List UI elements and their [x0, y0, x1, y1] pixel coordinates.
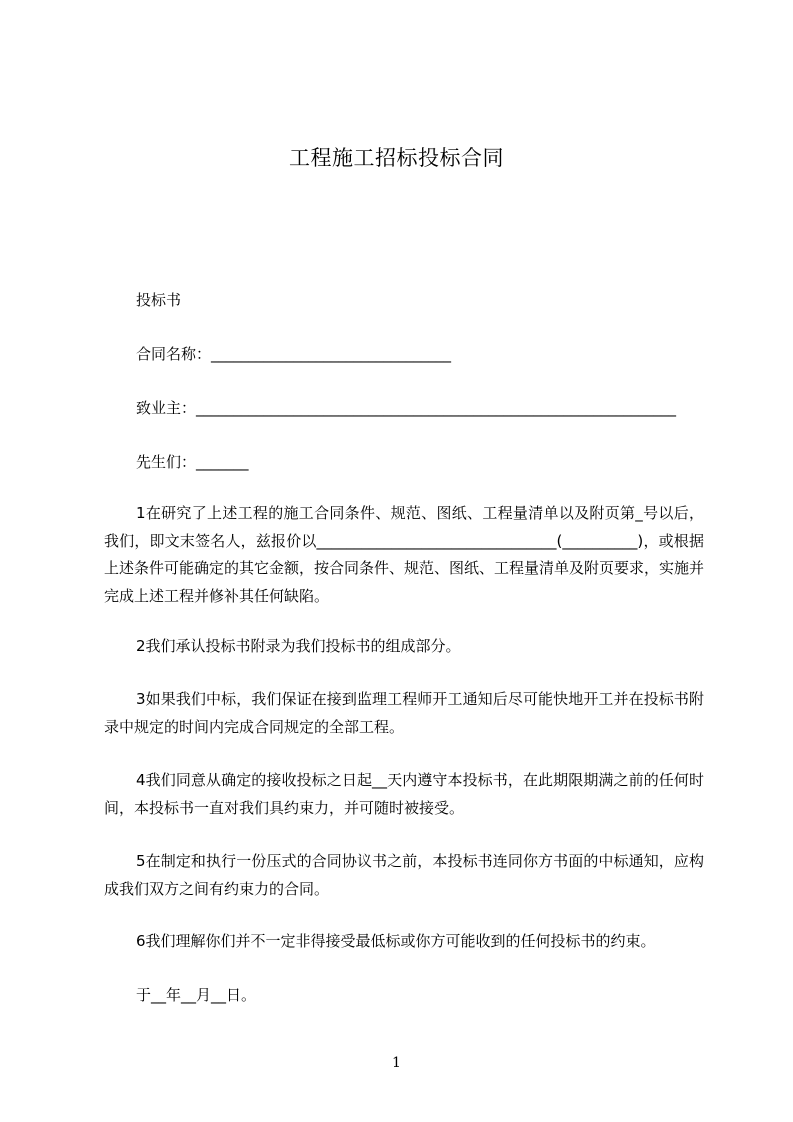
salutation-line: 先生们：_______: [136, 453, 249, 471]
paragraph-1: 1在研究了上述工程的施工合同条件、规范、图纸、工程量清单以及附页第_号以后，我们，即文末签名人，兹报价以________________________________(__________)，或根据上述条件可能确定的其它金额，按合同条件、规范、图纸、工程量清单及附页要求，实施并完成上述工程并修补其任何缺陷。: [104, 504, 705, 605]
date-line: 于__年__月__日。: [136, 986, 257, 1004]
paragraph-5: 5在制定和执行一份压式的合同协议书之前，本投标书连同你方书面的中标通知，应构成我们双方之间有约束力的合同。: [104, 852, 704, 898]
page-number: 1: [392, 1055, 401, 1071]
paragraph-6: 6我们理解你们并不一定非得接受最低标或你方可能收到的任何投标书的约束。: [136, 932, 656, 950]
bid-heading: 投标书: [136, 291, 182, 309]
paragraph-2: 2我们承认投标书附录为我们投标书的组成部分。: [136, 637, 461, 655]
employer-line: 致业主：________________________________________________________________: [136, 399, 677, 417]
contract-name-line: 合同名称：________________________________: [136, 345, 452, 363]
paragraph-3: 3如果我们中标，我们保证在接到监理工程师开工通知后尽可能快地开工并在投标书附录中规定的时间内完成合同规定的全部工程。: [104, 690, 704, 736]
document-title: 工程施工招标投标合同: [289, 146, 504, 170]
paragraph-4: 4我们同意从确定的接收投标之日起__天内遵守本投标书，在此期限期满之前的任何时间，本投标书一直对我们具约束力，并可随时被接受。: [104, 771, 704, 817]
